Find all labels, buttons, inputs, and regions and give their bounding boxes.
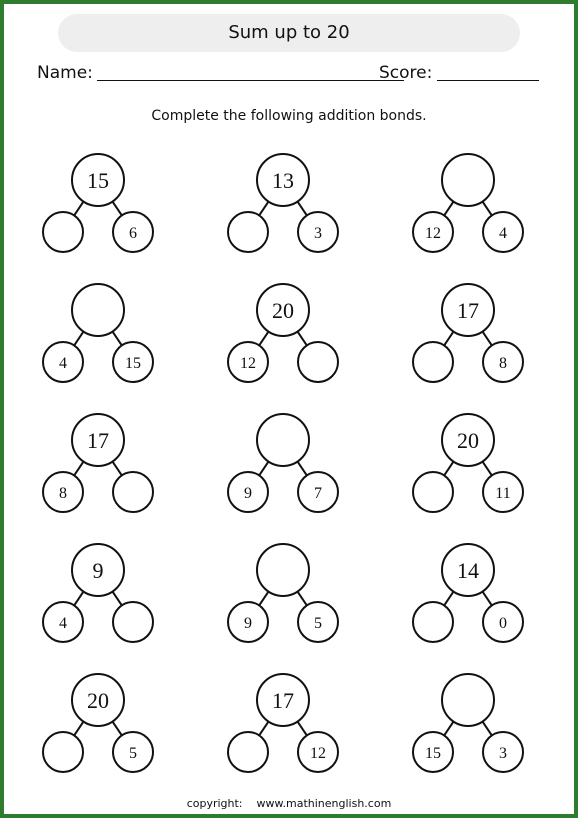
footer [0,797,578,810]
name-label: Name: [37,63,93,83]
bond-total-circle[interactable] [442,674,494,726]
bond-part-right-circle[interactable] [113,472,153,512]
bond-part-left-circle[interactable] [228,212,268,252]
number-bond [413,154,523,252]
bond-line-left [259,462,268,476]
bond-line-left [259,592,268,606]
number-bond [43,414,153,512]
bond-line-left [444,722,453,736]
bond-line-left [74,462,83,476]
bond-total-circle[interactable] [257,544,309,596]
number-bond [228,414,338,512]
number-bond [413,414,523,512]
bond-line-right [113,332,122,346]
bond-part-left-value: 4 [59,614,67,632]
bond-part-right-value: 0 [499,614,507,632]
bond-total-circle[interactable] [442,154,494,206]
bond-line-left [444,462,453,476]
bond-part-right-value: 3 [314,224,322,242]
bond-part-right-value: 4 [499,224,507,242]
number-bond [413,544,523,642]
bond-line-left [74,332,83,346]
bond-part-right-value: 3 [499,744,507,762]
bond-total-value: 14 [457,557,479,583]
bond-line-right [113,592,122,606]
bond-part-left-circle[interactable] [43,212,83,252]
bond-total-value: 20 [87,687,109,713]
bond-total-value: 15 [87,167,109,193]
bond-part-right-value: 8 [499,354,507,372]
bond-line-right [483,332,492,346]
bond-part-right-value: 12 [310,744,326,762]
number-bond [228,674,338,772]
bond-line-left [259,722,268,736]
bond-line-right [113,462,122,476]
number-bond [43,154,153,252]
number-bond [43,284,153,382]
bond-line-right [483,202,492,216]
bond-part-left-circle[interactable] [43,732,83,772]
number-bond [43,674,153,772]
bond-part-right-value: 5 [129,744,137,762]
bond-part-right-value: 7 [314,484,322,502]
bond-part-right-value: 15 [125,354,141,372]
bond-part-left-circle[interactable] [228,732,268,772]
bond-line-left [444,592,453,606]
number-bond [228,544,338,642]
bond-part-left-circle[interactable] [413,472,453,512]
number-bond [228,154,338,252]
bond-part-left-value: 12 [240,354,256,372]
bond-line-right [483,592,492,606]
bond-part-right-circle[interactable] [113,602,153,642]
bond-total-value: 17 [272,687,294,713]
bond-part-left-circle[interactable] [413,602,453,642]
bond-line-right [113,202,122,216]
bond-total-circle[interactable] [257,414,309,466]
bond-part-left-value: 12 [425,224,441,242]
bond-line-right [298,202,307,216]
bond-line-right [298,722,307,736]
bond-line-left [74,202,83,216]
website-link[interactable]: www.mathinenglish.com [256,797,392,810]
instructions: Complete the following addition bonds. [151,108,427,124]
bond-total-value: 20 [457,427,479,453]
bond-line-right [483,462,492,476]
bond-part-left-value: 9 [244,484,252,502]
number-bond [228,284,338,382]
number-bond [413,284,523,382]
bond-line-left [444,202,453,216]
worksheet-title: Sum up to 20 [58,14,520,52]
bond-line-right [298,592,307,606]
bond-part-right-value: 11 [495,484,511,502]
bond-line-left [259,332,268,346]
bond-part-right-value: 5 [314,614,322,632]
copyright-label: copyright: [186,797,243,810]
bond-line-left [259,202,268,216]
bond-line-left [74,722,83,736]
bond-line-right [298,332,307,346]
bond-line-right [483,722,492,736]
number-bond [413,674,523,772]
bond-total-value: 17 [457,297,479,323]
score-label: Score: [379,63,433,83]
bond-total-value: 13 [272,167,294,193]
bond-total-circle[interactable] [72,284,124,336]
bond-part-left-value: 8 [59,484,67,502]
bond-line-right [113,722,122,736]
bond-line-left [74,592,83,606]
bond-part-right-value: 6 [129,224,137,242]
bond-line-right [298,462,307,476]
bond-part-left-circle[interactable] [413,342,453,382]
bond-total-value: 17 [87,427,109,453]
bond-line-left [444,332,453,346]
bond-part-left-value: 15 [425,744,441,762]
bond-total-value: 9 [92,557,104,583]
bond-total-value: 20 [272,297,294,323]
bond-part-left-value: 9 [244,614,252,632]
bond-part-right-circle[interactable] [298,342,338,382]
number-bond [43,544,153,642]
bond-part-left-value: 4 [59,354,67,372]
